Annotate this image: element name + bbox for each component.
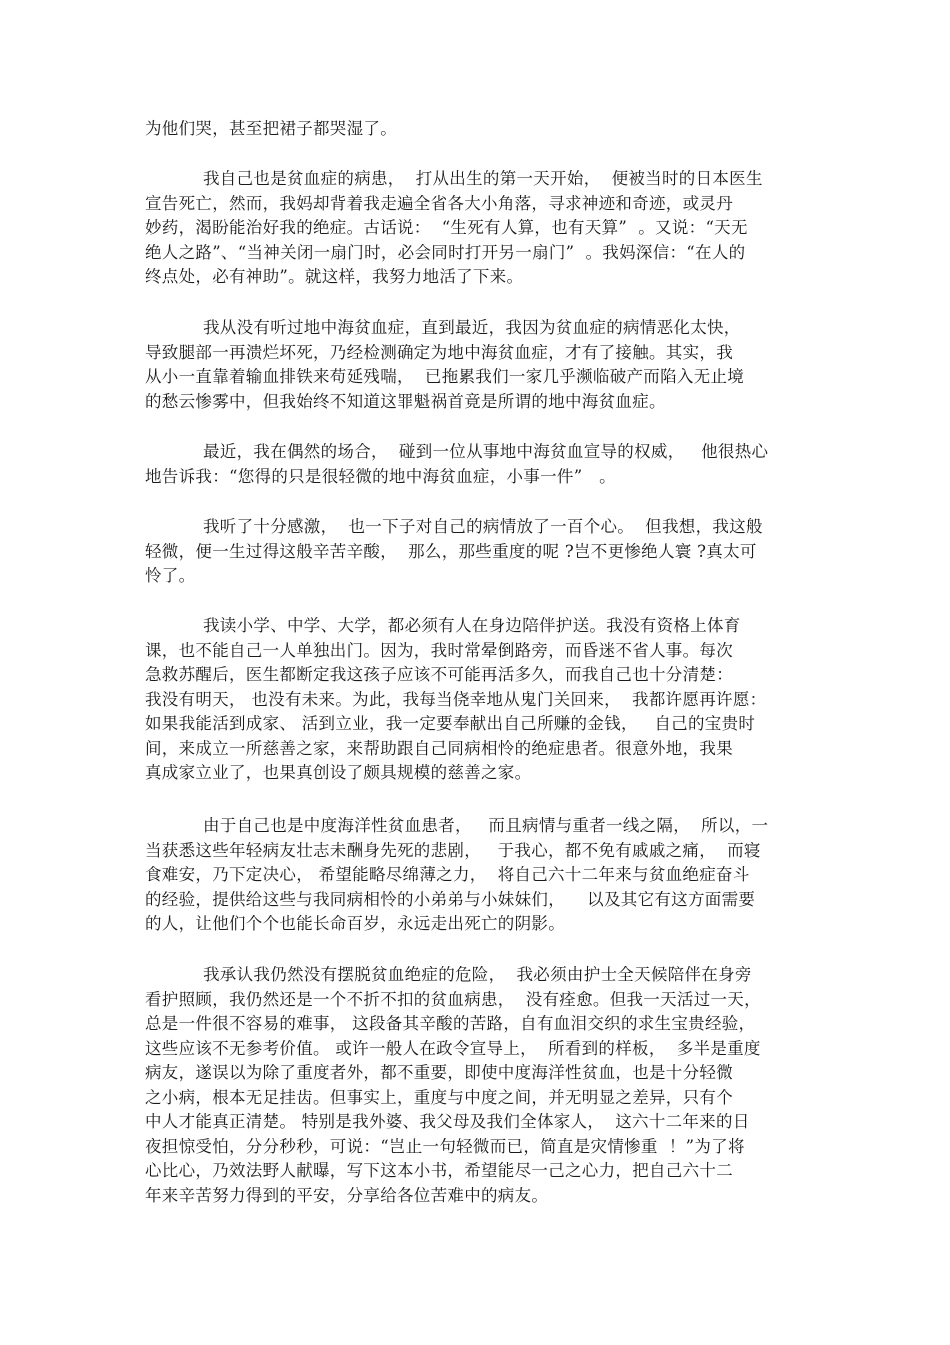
- text-line: 间，来成立一所慈善之家，来帮助跟自己同病相怜的绝症患者。很意外地，我果: [145, 738, 733, 758]
- text-line: 如果我能活到成家、 活到立业，我一定要奉献出自己所赚的金钱， 自己的宝贵时: [145, 714, 756, 733]
- text-line: 中人才能真正清楚。 特别是我外婆、我父母及我们全体家人， 这六十二年来的日: [145, 1112, 750, 1131]
- text-line: 导致腿部一再溃烂坏死，乃经检测确定为地中海贫血症，才有了接触。其实，我: [145, 342, 733, 362]
- paragraph-3: [145, 316, 815, 414]
- text-line: 真成家立业了，也果真创设了颇具规模的慈善之家。: [145, 763, 532, 782]
- paragraph-6: [145, 614, 815, 786]
- text-line: 终点处，必有神助”。就这样，我努力地活了下来。: [145, 267, 524, 286]
- text-line: 由于自己也是中度海洋性贫血患者， 而且病情与重者一线之隔， 所以，一: [203, 816, 769, 835]
- paragraph-2: [145, 167, 815, 290]
- text-line: 的愁云惨雾中，但我始终不知道这罪魁祸首竟是所谓的地中海贫血症。: [145, 391, 666, 411]
- text-line: 绝人之路”、“当神关闭一扇门时，必会同时打开另一扇门” 。我妈深信：“在人的: [145, 242, 746, 262]
- paragraph-5: [145, 515, 815, 589]
- text-line: 夜担惊受怕，分分秒秒，可说：“岂止一句轻微而已，简直是灾情惨重 ！”为了将: [145, 1136, 745, 1156]
- text-line: 总是一件很不容易的难事， 这段备其辛酸的苦路，自有血泪交织的求生宝贵经验，: [145, 1014, 756, 1033]
- text-line: 病友，遂误以为除了重度者外，都不重要，即使中度海洋性贫血，也是十分轻微: [145, 1063, 733, 1082]
- text-line: 当获悉这些年轻病友壮志未酬身先死的悲剧， 于我心，都不免有戚戚之痛， 而寝: [145, 840, 761, 860]
- text-line: 宣告死亡，然而，我妈却背着我走遍全省各大小角落，寻求神迹和奇迹，或灵丹: [145, 193, 733, 213]
- text-line: 轻微，便一生过得这般辛苦辛酸， 那么，那些重度的呢 ?岂不更惨绝人寰 ?真太可: [145, 541, 757, 561]
- text-line: 的经验，提供给这些与我同病相怜的小弟弟与小妹妹们， 以及其它有这方面需要: [145, 889, 756, 909]
- text-line: 年来辛苦努力得到的平安，分享给各位苦难中的病友。: [145, 1185, 549, 1205]
- text-line: 这些应该不无参考价值。 或许一般人在政令宣导上， 所看到的样板， 多半是重度: [145, 1038, 761, 1058]
- text-line: 地告诉我：“您得的只是很轻微的地中海贫血症，小事一件” 。: [145, 466, 616, 486]
- text-line: 最近，我在偶然的场合， 碰到一位从事地中海贫血宣导的权威， 他很热心: [203, 442, 769, 461]
- text-line: 怜了。: [145, 566, 196, 585]
- text-line: 我没有明天， 也没有未来。为此，我每当侥幸地从鬼门关回来， 我都许愿再许愿：: [145, 689, 767, 709]
- text-line: 之小病，根本无足挂齿。但事实上，重度与中度之间，并无明显之差异，只有个: [145, 1087, 733, 1107]
- text-line: 食难安，乃下定决心， 希望能略尽绵薄之力， 将自己六十二年来与贫血绝症奋斗: [145, 865, 750, 884]
- paragraph-1: [145, 117, 815, 142]
- paragraph-4: [145, 440, 815, 489]
- text-line: 的人，让他们个个也能长命百岁，永远走出死亡的阴影。: [145, 914, 565, 933]
- text-line: 我自己也是贫血症的病患， 打从出生的第一天开始， 便被当时的日本医生: [203, 169, 763, 188]
- paragraph-8: [145, 963, 815, 1208]
- text-line: 心比心，乃效法野人献曝，写下这本小书，希望能尽一己之心力，把自己六十二: [145, 1161, 733, 1180]
- text-line: 为他们哭，甚至把裙子都哭湿了。: [145, 119, 397, 138]
- text-line: 我承认我仍然没有摆脱贫血绝症的危险， 我必须由护士全天候陪伴在身旁: [203, 965, 752, 984]
- paragraph-7: [145, 814, 815, 937]
- text-line: 我听了十分感激， 也一下子对自己的病情放了一百个心。 但我想，我这般: [203, 517, 763, 536]
- text-line: 急救苏醒后，医生都断定我这孩子应该不可能再活多久，而我自己也十分清楚：: [145, 665, 733, 684]
- text-line: 妙药，渴盼能治好我的绝症。古话说： “生死有人算，也有天算” 。又说：“天无: [145, 218, 748, 237]
- text-line: 看护照顾，我仍然还是一个不折不扣的贫血病患， 没有痊愈。但我一天活过一天，: [145, 989, 761, 1009]
- text-line: 从小一直靠着输血排铁来苟延残喘， 已拖累我们一家几乎濒临破产而陷入无止境: [145, 367, 745, 386]
- text-line: 我从没有听过地中海贫血症，直到最近，我因为贫血症的病情恶化太快，: [203, 318, 741, 337]
- text-line: 课，也不能自己一人单独出门。因为，我时常晕倒路旁，而昏迷不省人事。每次: [145, 640, 733, 660]
- text-line: 我读小学、中学、大学，都必须有人在身边陪伴护送。我没有资格上体育: [203, 616, 741, 635]
